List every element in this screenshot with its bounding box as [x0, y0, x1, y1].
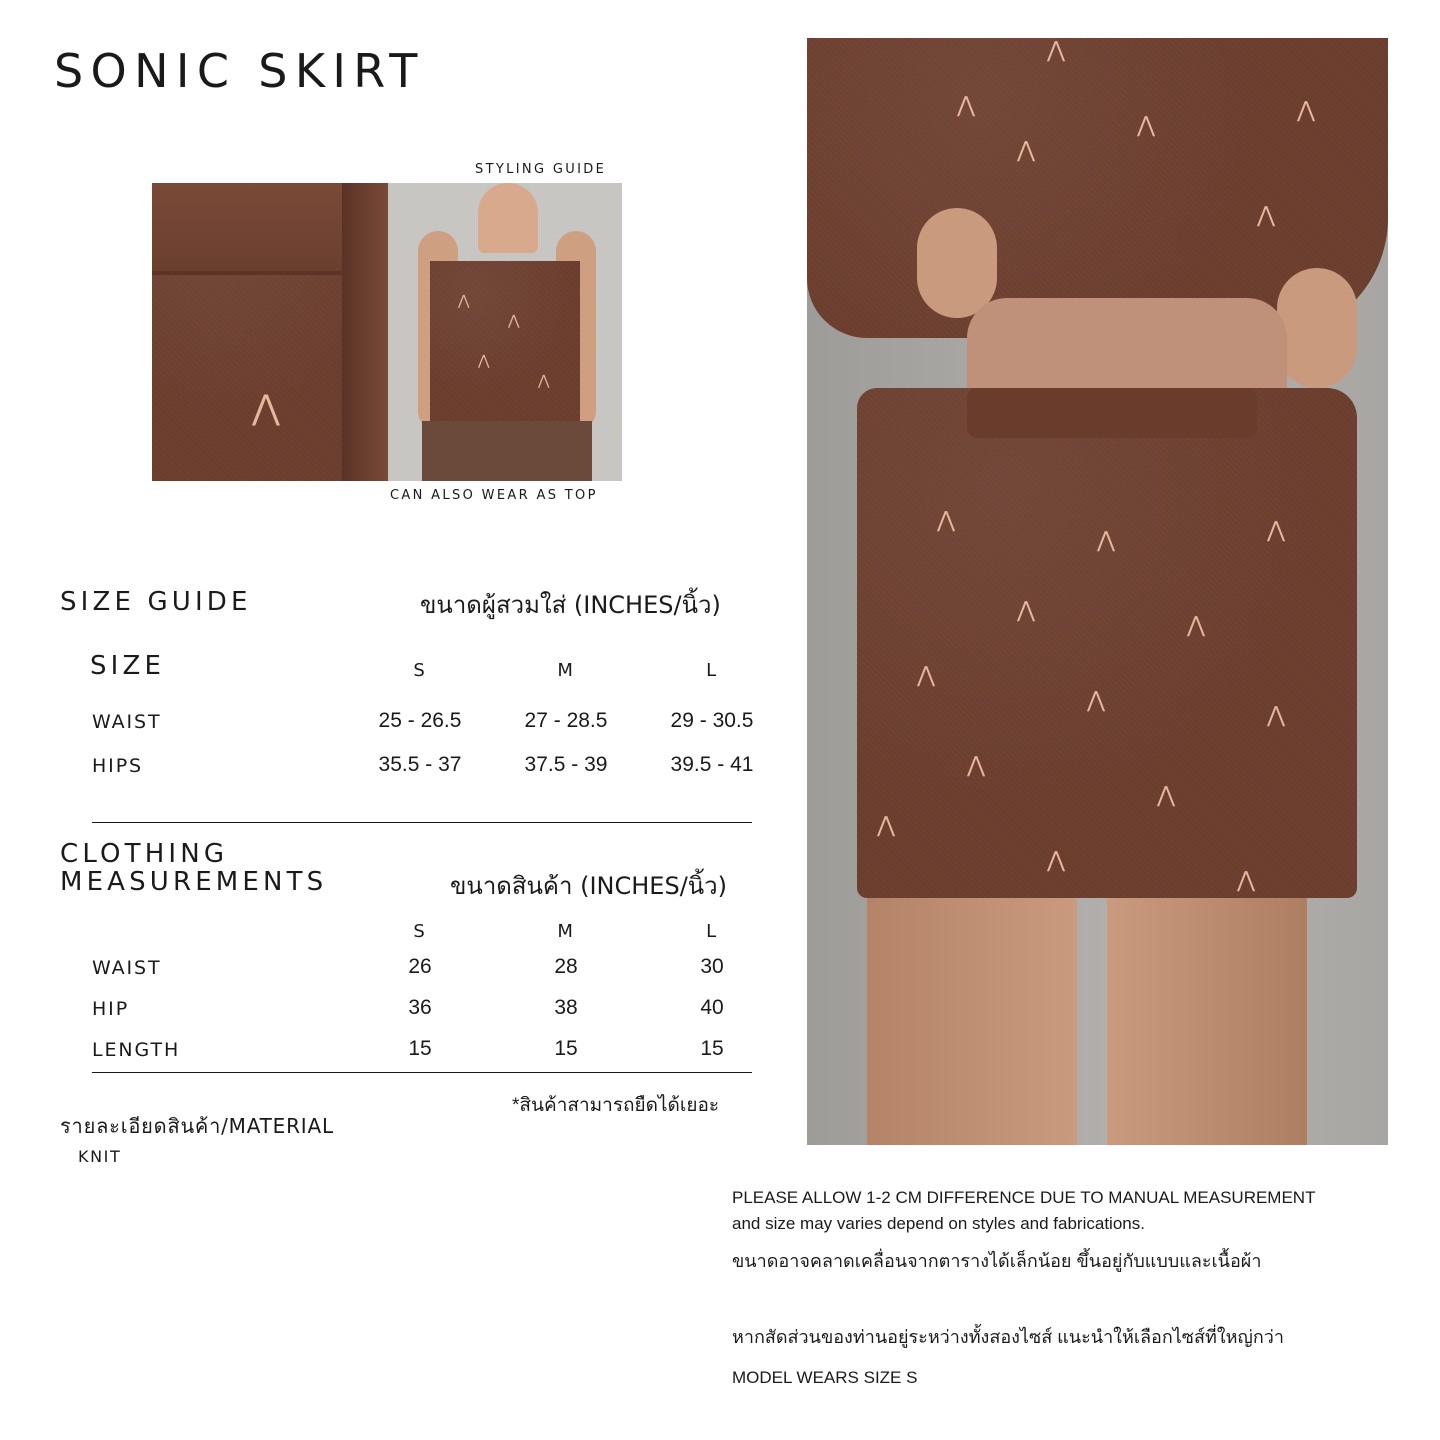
clothing-cell: 30 — [700, 955, 724, 978]
size-col-l: L — [706, 660, 718, 681]
size-guide-unit: ขนาดผู้สวมใส่ (INCHES/นิ้ว) — [420, 591, 721, 619]
size-cell: 35.5 - 37 — [378, 753, 462, 776]
size-row-label: WAIST — [92, 711, 162, 733]
clothing-cell: 26 — [408, 955, 432, 978]
divider — [92, 822, 752, 823]
clothing-cell: 15 — [700, 1037, 724, 1060]
size-col-m: M — [557, 660, 575, 681]
clothing-row-label: WAIST — [92, 957, 162, 979]
size-cell: 27 - 28.5 — [524, 709, 608, 732]
note-line1: PLEASE ALLOW 1-2 CM DIFFERENCE DUE TO MANUAL MEASUREMENT — [732, 1188, 1316, 1207]
note-line3: ขนาดอาจคลาดเคลื่อนจากตารางได้เล็กน้อย ขึ้นอยู่กับแบบและเนื้อผ้า — [732, 1251, 1262, 1271]
size-cell: 25 - 26.5 — [378, 709, 462, 732]
divider — [92, 1072, 752, 1073]
styling-guide-caption: STYLING GUIDE — [475, 162, 607, 177]
note-line4: หากสัดส่วนของท่านอยู่ระหว่างทั้งสองไซส์ แนะนำให้เลือกไซส์ที่ใหญ่กว่า — [732, 1327, 1284, 1347]
size-row-label: HIPS — [92, 755, 144, 777]
size-cell: 37.5 - 39 — [524, 753, 608, 776]
page-title: SONIC SKIRT — [54, 44, 425, 98]
clothing-cell: 28 — [554, 955, 578, 978]
size-column-label: SIZE — [90, 651, 166, 681]
clothing-heading-line1: CLOTHING — [60, 839, 229, 869]
clothing-heading-line2: MEASUREMENTS — [60, 867, 328, 897]
skirt-closeup-photo: ⋀ — [152, 183, 388, 481]
clothing-col-m: M — [557, 921, 575, 942]
clothing-row-label: LENGTH — [92, 1039, 181, 1061]
clothing-cell: 15 — [554, 1037, 578, 1060]
size-guide-heading: SIZE GUIDE — [60, 587, 252, 617]
size-cell: 39.5 - 41 — [670, 753, 754, 776]
note-line2: and size may varies depend on styles and fabrications. — [732, 1214, 1145, 1233]
clothing-cell: 40 — [700, 996, 724, 1019]
stretch-note: *สินค้าสามารถยืดได้เยอะ — [512, 1095, 720, 1116]
note-line5: MODEL WEARS SIZE S — [732, 1368, 918, 1387]
wear-as-top-photo: ⋀ ⋀ ⋀ ⋀ — [388, 183, 622, 481]
clothing-row-label: HIP — [92, 998, 130, 1020]
size-col-s: S — [413, 660, 427, 681]
clothing-col-l: L — [706, 921, 718, 942]
material-heading: รายละเอียดสินค้า/MATERIAL — [60, 1114, 334, 1138]
clothing-cell: 36 — [408, 996, 432, 1019]
size-cell: 29 - 30.5 — [670, 709, 754, 732]
clothing-unit: ขนาดสินค้า (INCHES/นิ้ว) — [450, 872, 728, 900]
model-photo: ⋀ ⋀ ⋀ ⋀ ⋀ ⋀ ⋀ ⋀ ⋀ ⋀ ⋀ ⋀ ⋀ ⋀ ⋀ ⋀ ⋀ ⋀ ⋀ — [807, 38, 1388, 1145]
clothing-col-s: S — [413, 921, 427, 942]
clothing-cell: 38 — [554, 996, 578, 1019]
wear-as-top-caption: CAN ALSO WEAR AS TOP — [390, 488, 598, 503]
clothing-cell: 15 — [408, 1037, 432, 1060]
material-value: KNIT — [78, 1147, 122, 1166]
